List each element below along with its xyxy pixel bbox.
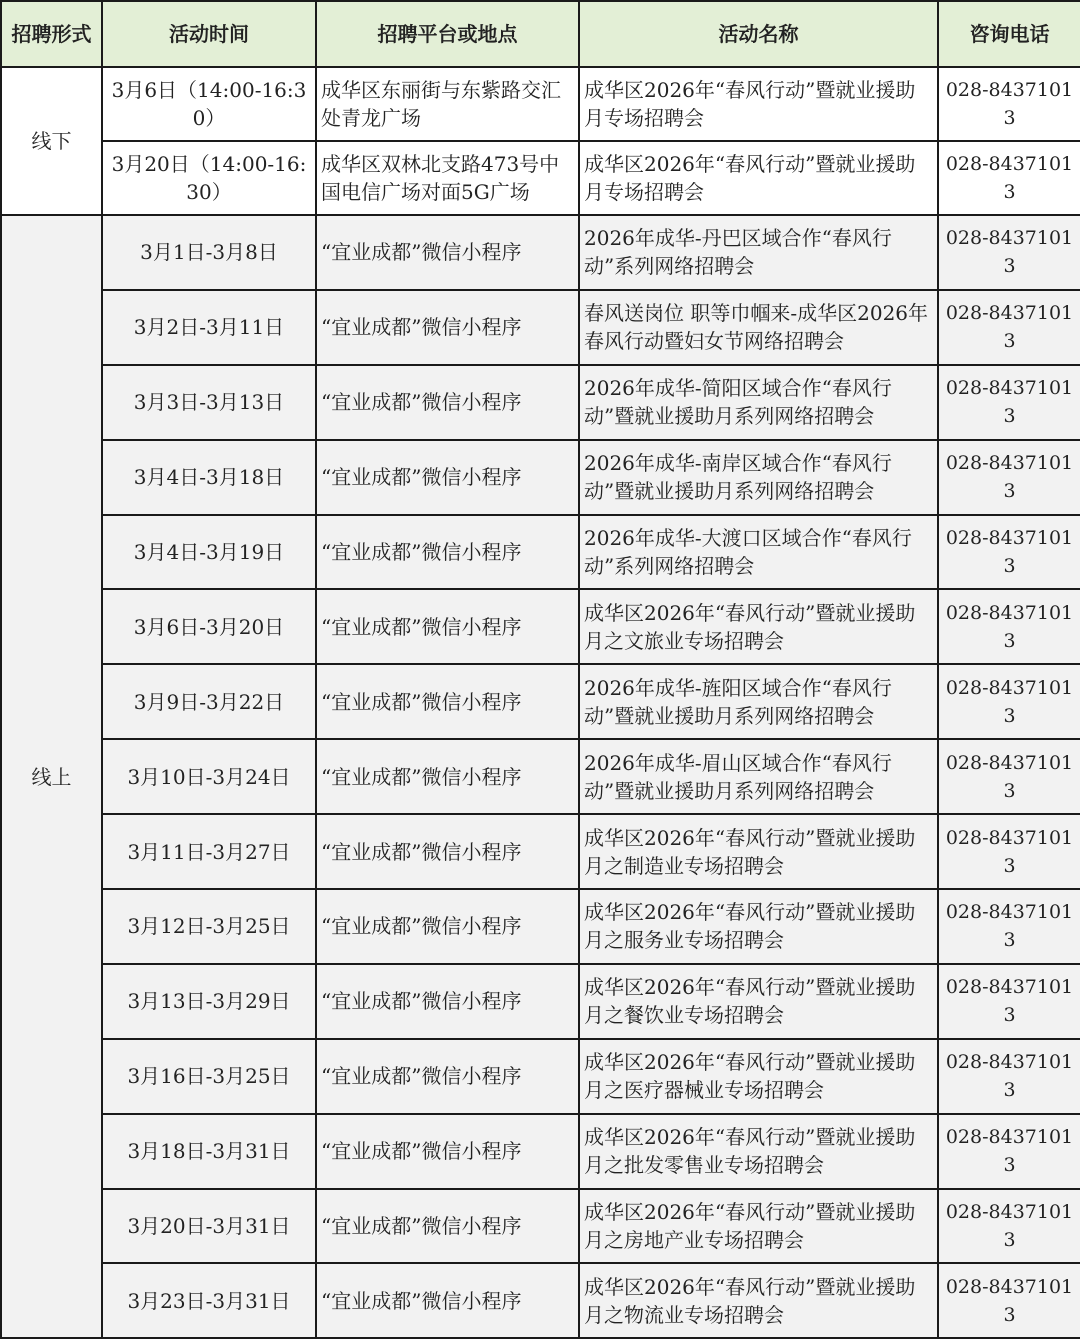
phone-cell: 028-84371013 [938,1189,1080,1264]
time-cell: 3月23日-3月31日 [102,1263,316,1338]
table-row [1,440,1080,515]
table-row [1,739,1080,814]
place-cell: “宜业成都”微信小程序 [316,814,579,889]
place-cell: “宜业成都”微信小程序 [316,215,579,290]
time-cell: 3月20日（14:00-16:30） [102,141,316,215]
activity-name-cell: 2026年成华-眉山区域合作“春风行动”暨就业援助月系列网络招聘会 [579,739,938,814]
place-cell: “宜业成都”微信小程序 [316,889,579,964]
activity-name-cell: 成华区2026年“春风行动”暨就业援助月之文旅业专场招聘会 [579,589,938,664]
place-cell: “宜业成都”微信小程序 [316,440,579,515]
table-row [1,664,1080,739]
phone-cell: 028-84371013 [938,67,1080,141]
table-row [1,1039,1080,1114]
time-cell: 3月4日-3月18日 [102,440,316,515]
phone-cell: 028-84371013 [938,215,1080,290]
time-cell: 3月3日-3月13日 [102,365,316,440]
place-cell: “宜业成都”微信小程序 [316,1263,579,1338]
table-row [1,814,1080,889]
table-row [1,1189,1080,1264]
time-cell: 3月12日-3月25日 [102,889,316,964]
activity-name-cell: 成华区2026年“春风行动”暨就业援助月之服务业专场招聘会 [579,889,938,964]
time-cell: 3月1日-3月8日 [102,215,316,290]
time-cell: 3月13日-3月29日 [102,964,316,1039]
time-cell: 3月2日-3月11日 [102,290,316,365]
phone-cell: 028-84371013 [938,739,1080,814]
phone-cell: 028-84371013 [938,664,1080,739]
activity-name-cell: 2026年成华-旌阳区域合作“春风行动”暨就业援助月系列网络招聘会 [579,664,938,739]
activity-name-cell: 成华区2026年“春风行动”暨就业援助月之物流业专场招聘会 [579,1263,938,1338]
header-row [1,1,1080,67]
phone-cell: 028-84371013 [938,964,1080,1039]
time-cell: 3月4日-3月19日 [102,515,316,590]
header-name: 活动名称 [579,1,938,67]
table-row [1,1263,1080,1338]
activity-name-cell: 成华区2026年“春风行动”暨就业援助月之制造业专场招聘会 [579,814,938,889]
phone-cell: 028-84371013 [938,1114,1080,1189]
format-cell-online: 线上 [1,215,102,1338]
time-cell: 3月16日-3月25日 [102,1039,316,1114]
phone-cell: 028-84371013 [938,515,1080,590]
phone-cell: 028-84371013 [938,889,1080,964]
time-cell: 3月6日（14:00-16:30） [102,67,316,141]
time-cell: 3月18日-3月31日 [102,1114,316,1189]
phone-cell: 028-84371013 [938,589,1080,664]
table-row [1,215,1080,290]
time-cell: 3月10日-3月24日 [102,739,316,814]
table-row [1,964,1080,1039]
table-row [1,141,1080,215]
activity-name-cell: 春风送岗位 职等巾帼来-成华区2026年春风行动暨妇女节网络招聘会 [579,290,938,365]
place-cell: “宜业成都”微信小程序 [316,290,579,365]
table-row [1,365,1080,440]
place-cell: “宜业成都”微信小程序 [316,365,579,440]
phone-cell: 028-84371013 [938,814,1080,889]
activity-name-cell: 成华区2026年“春风行动”暨就业援助月之批发零售业专场招聘会 [579,1114,938,1189]
place-cell: “宜业成都”微信小程序 [316,1114,579,1189]
header-time: 活动时间 [102,1,316,67]
table-row [1,1114,1080,1189]
activity-name-cell: 成华区2026年“春风行动”暨就业援助月之餐饮业专场招聘会 [579,964,938,1039]
header-phone: 咨询电话 [938,1,1080,67]
phone-cell: 028-84371013 [938,1039,1080,1114]
time-cell: 3月9日-3月22日 [102,664,316,739]
place-cell: “宜业成都”微信小程序 [316,589,579,664]
table-row [1,889,1080,964]
activity-name-cell: 成华区2026年“春风行动”暨就业援助月专场招聘会 [579,141,938,215]
place-cell: “宜业成都”微信小程序 [316,1039,579,1114]
activity-name-cell: 成华区2026年“春风行动”暨就业援助月之医疗器械业专场招聘会 [579,1039,938,1114]
activity-name-cell: 2026年成华-丹巴区域合作“春风行动”系列网络招聘会 [579,215,938,290]
table-row [1,515,1080,590]
header-format: 招聘形式 [1,1,102,67]
place-cell: “宜业成都”微信小程序 [316,664,579,739]
format-cell-offline: 线下 [1,67,102,215]
activity-name-cell: 成华区2026年“春风行动”暨就业援助月专场招聘会 [579,67,938,141]
place-cell: 成华区东丽街与东紫路交汇处青龙广场 [316,67,579,141]
phone-cell: 028-84371013 [938,1263,1080,1338]
place-cell: “宜业成都”微信小程序 [316,739,579,814]
table-row [1,589,1080,664]
place-cell: “宜业成都”微信小程序 [316,515,579,590]
activity-name-cell: 2026年成华-大渡口区域合作“春风行动”系列网络招聘会 [579,515,938,590]
place-cell: “宜业成都”微信小程序 [316,964,579,1039]
table-row [1,67,1080,141]
time-cell: 3月6日-3月20日 [102,589,316,664]
activity-name-cell: 成华区2026年“春风行动”暨就业援助月之房地产业专场招聘会 [579,1189,938,1264]
activity-name-cell: 2026年成华-简阳区域合作“春风行动”暨就业援助月系列网络招聘会 [579,365,938,440]
phone-cell: 028-84371013 [938,365,1080,440]
place-cell: 成华区双林北支路473号中国电信广场对面5G广场 [316,141,579,215]
place-cell: “宜业成都”微信小程序 [316,1189,579,1264]
activity-name-cell: 2026年成华-南岸区域合作“春风行动”暨就业援助月系列网络招聘会 [579,440,938,515]
phone-cell: 028-84371013 [938,141,1080,215]
table-row [1,290,1080,365]
phone-cell: 028-84371013 [938,290,1080,365]
header-platform: 招聘平台或地点 [316,1,579,67]
time-cell: 3月11日-3月27日 [102,814,316,889]
time-cell: 3月20日-3月31日 [102,1189,316,1264]
phone-cell: 028-84371013 [938,440,1080,515]
